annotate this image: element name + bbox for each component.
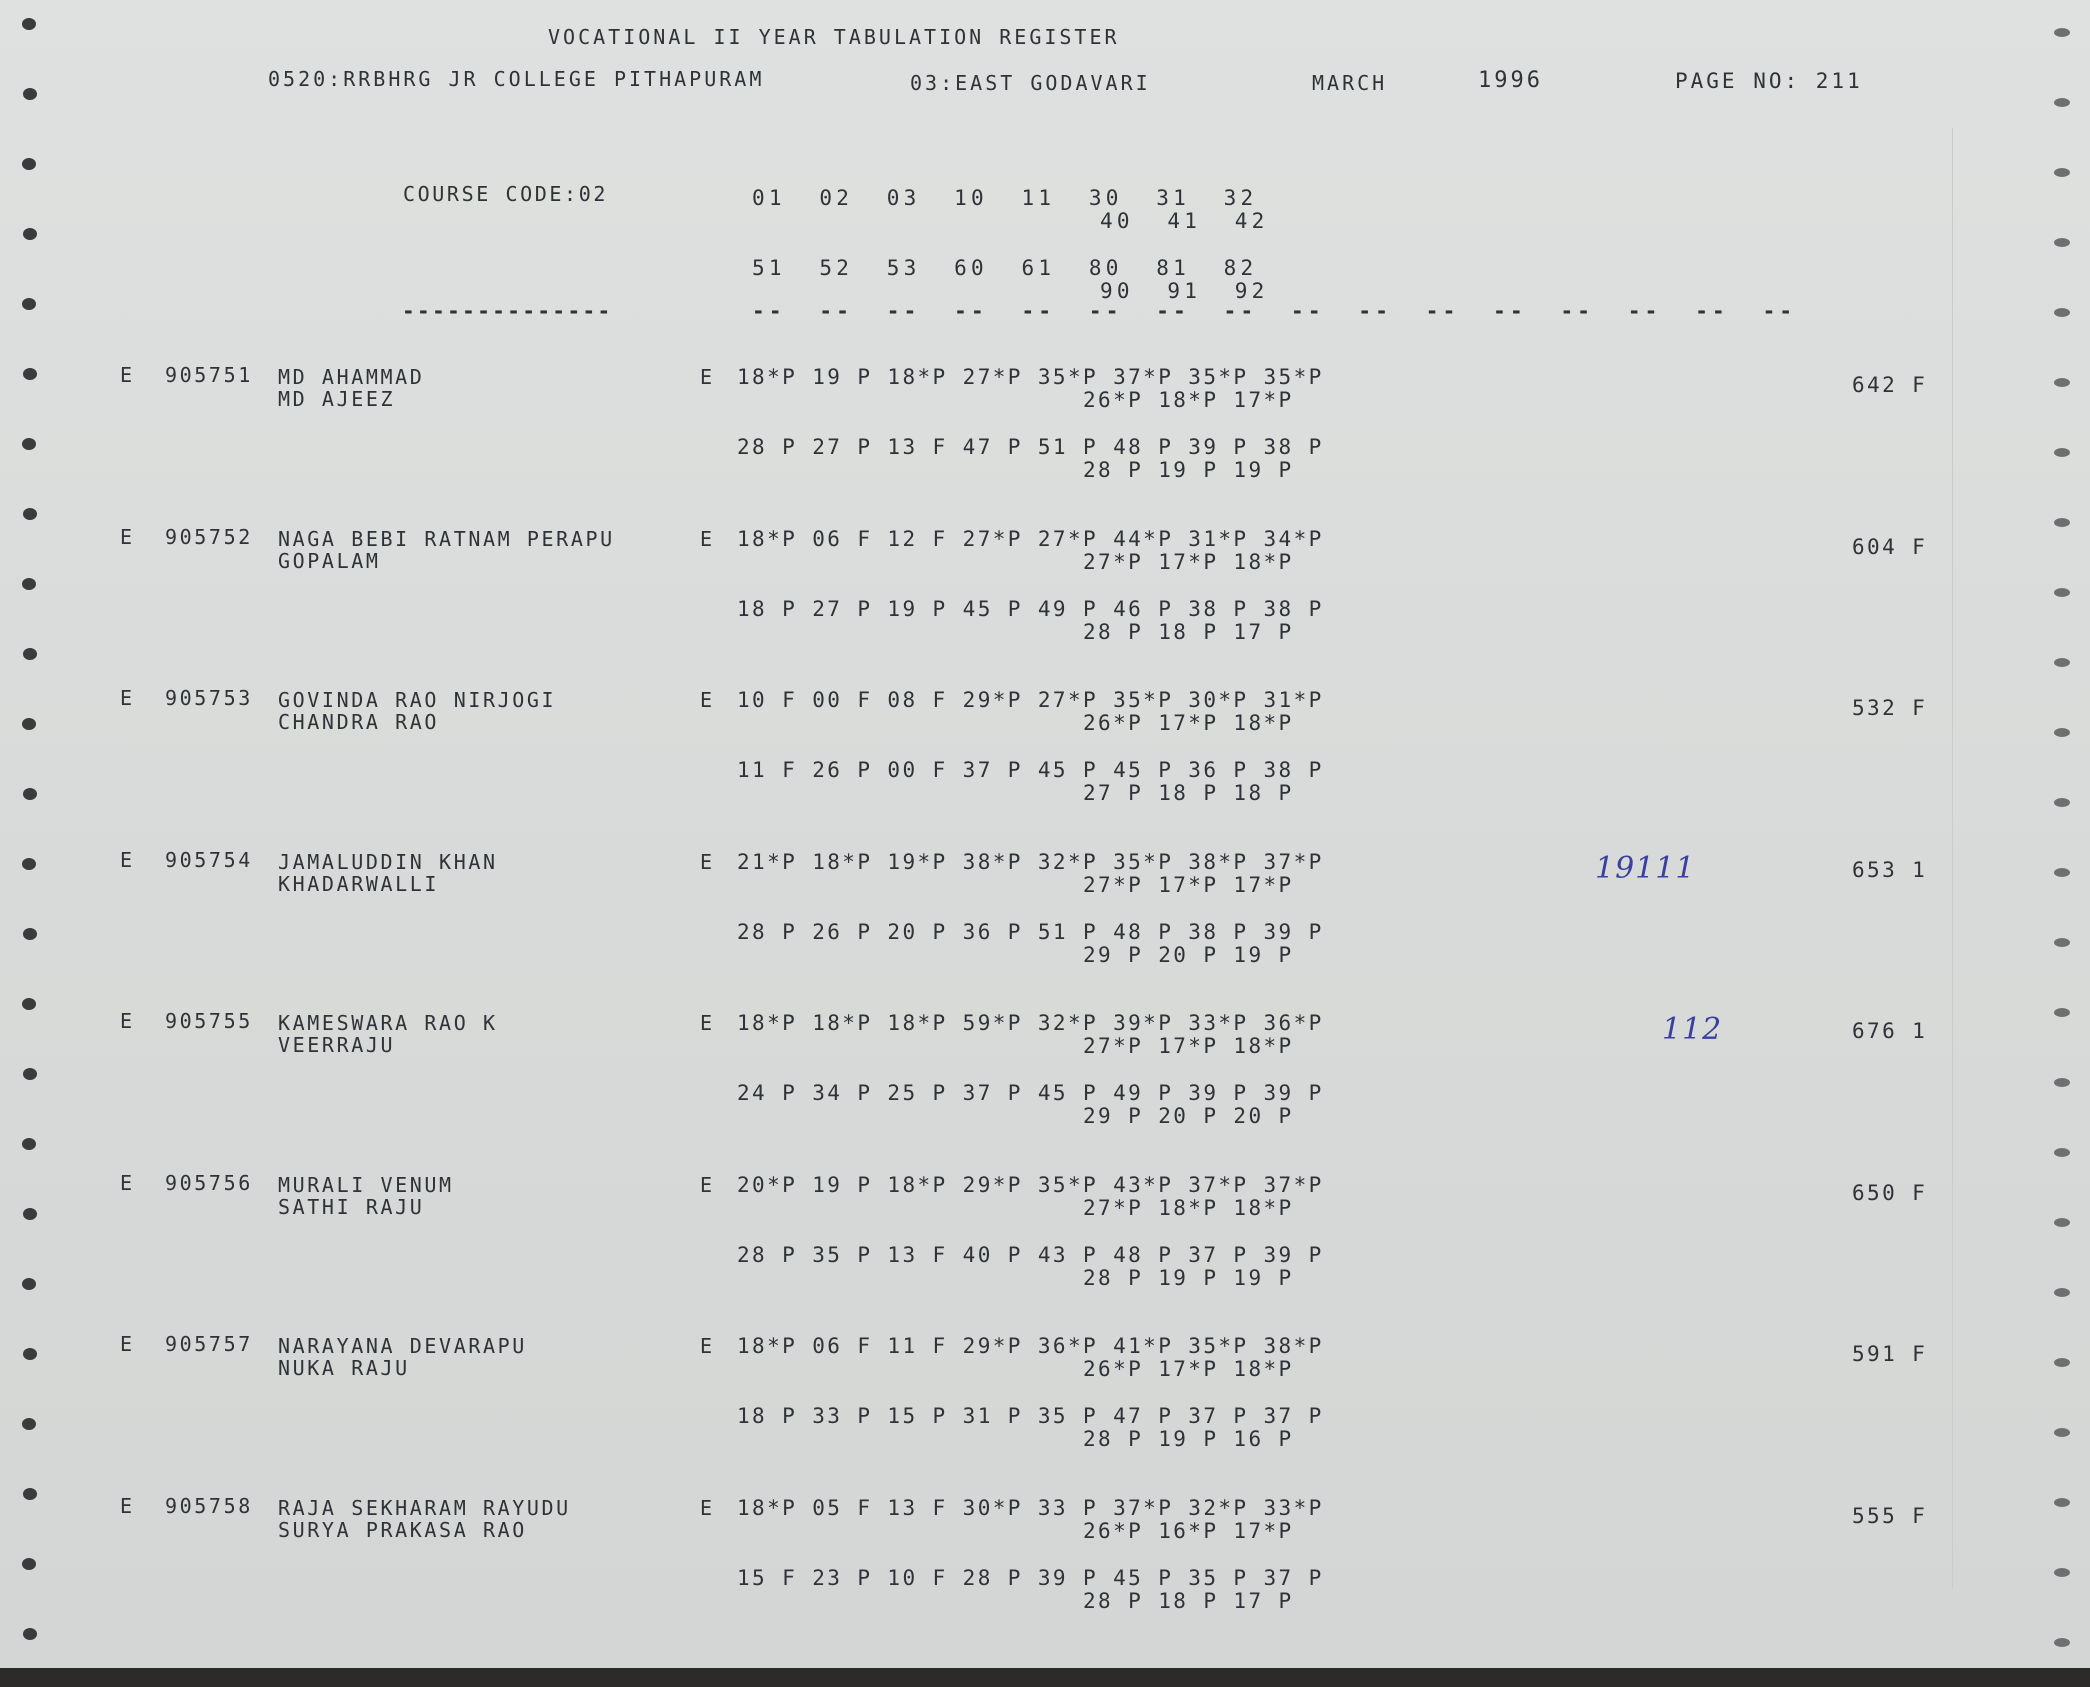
- second-year-marks-extra: 28 P 18 P 17 P: [1083, 1588, 1294, 1613]
- tractor-hole-left: [23, 508, 37, 520]
- second-year-marks-extra: 28 P 18 P 17 P: [1083, 619, 1294, 644]
- second-year-marks-extra: 29 P 20 P 20 P: [1083, 1104, 1294, 1128]
- father-name: GOPALAM: [278, 548, 381, 573]
- record-category: E: [120, 847, 135, 872]
- father-name: NUKA RAJU: [278, 1356, 410, 1380]
- first-year-marks: 18*P 06 F 12 F 27*P 27*P 44*P 31*P 34*P: [737, 526, 1324, 551]
- second-year-marks: 18 P 33 P 15 P 31 P 35 P 47 P 37 P 37 P: [737, 1404, 1324, 1428]
- father-name: SATHI RAJU: [278, 1194, 425, 1219]
- student-name: NAGA BEBI RATNAM PERAPU: [278, 526, 615, 551]
- second-year-marks: 11 F 26 P 00 F 37 P 45 P 45 P 36 P 38 P: [737, 758, 1324, 782]
- group-code: E: [700, 526, 715, 551]
- tractor-hole-left: [22, 298, 36, 310]
- first-year-marks: 20*P 19 P 18*P 29*P 35*P 43*P 37*P 37*P: [737, 1172, 1324, 1197]
- tractor-hole-left: [22, 438, 36, 450]
- tractor-hole-left: [23, 368, 37, 380]
- first-year-marks: 18*P 05 F 13 F 30*P 33 P 37*P 32*P 33*P: [737, 1495, 1324, 1520]
- grand-total-result: 591 F: [1852, 1342, 1928, 1366]
- sheet-bottom-edge: [0, 1668, 2090, 1687]
- father-name: SURYA PRAKASA RAO: [278, 1517, 527, 1542]
- tractor-hole-right: [2054, 448, 2070, 457]
- tractor-hole-left: [22, 1418, 36, 1430]
- college-name: 0520:RRBHRG JR COLLEGE PITHAPURAM: [268, 67, 765, 91]
- grand-total-result: 650 F: [1852, 1180, 1928, 1205]
- exam-year: 1996: [1478, 68, 1543, 93]
- subject-codes-row1: 01 02 03 10 11 30 31 32: [752, 186, 1258, 210]
- father-name: KHADARWALLI: [278, 871, 440, 896]
- student-name: NARAYANA DEVARAPU: [278, 1334, 527, 1358]
- tractor-hole-left: [23, 1068, 37, 1080]
- roll-number: 905753: [165, 686, 253, 710]
- tractor-hole-right: [2054, 728, 2070, 737]
- district-name: 03:EAST GODAVARI: [910, 71, 1151, 95]
- record-category: E: [120, 686, 135, 710]
- tractor-hole-left: [22, 858, 36, 870]
- tractor-hole-left: [22, 578, 36, 590]
- handwritten-note: 112: [1662, 1012, 1723, 1047]
- tractor-hole-left: [23, 648, 37, 660]
- grand-total-result: 653 1: [1852, 857, 1928, 882]
- father-name: MD AJEEZ: [278, 387, 396, 411]
- student-name: RAJA SEKHARAM RAYUDU: [278, 1495, 571, 1520]
- tractor-hole-right: [2054, 1428, 2070, 1437]
- roll-number: 905754: [165, 847, 253, 872]
- grand-total-result: 532 F: [1852, 696, 1928, 720]
- tractor-hole-right: [2054, 1638, 2070, 1647]
- record-category: E: [120, 524, 135, 549]
- grand-total-result: 604 F: [1852, 534, 1928, 559]
- record-category: E: [120, 1493, 135, 1518]
- first-year-marks-extra: 26*P 17*P 18*P: [1083, 1357, 1294, 1381]
- roll-number: 905755: [165, 1009, 253, 1033]
- tractor-hole-right: [2054, 1218, 2070, 1227]
- tractor-hole-right: [2054, 378, 2070, 387]
- tractor-hole-right: [2054, 98, 2070, 107]
- tractor-hole-right: [2054, 938, 2070, 947]
- grand-total-result: 642 F: [1852, 373, 1928, 397]
- tractor-hole-right: [2054, 308, 2070, 317]
- tractor-hole-left: [23, 1208, 37, 1220]
- handwritten-note: 19111: [1595, 850, 1696, 886]
- second-year-marks: 18 P 27 P 19 P 45 P 49 P 46 P 38 P 38 P: [737, 596, 1324, 621]
- tractor-hole-right: [2054, 868, 2070, 877]
- record-category: E: [120, 363, 135, 387]
- tractor-hole-left: [22, 998, 36, 1010]
- register-title: VOCATIONAL II YEAR TABULATION REGISTER: [548, 25, 1120, 49]
- grand-total-result: 555 F: [1852, 1503, 1928, 1528]
- student-name: MURALI VENUM: [278, 1172, 454, 1197]
- record-category: E: [120, 1009, 135, 1033]
- second-year-marks: 24 P 34 P 25 P 37 P 45 P 49 P 39 P 39 P: [737, 1081, 1324, 1105]
- tractor-hole-left: [23, 228, 37, 240]
- tractor-hole-right: [2054, 658, 2070, 667]
- tractor-hole-right: [2054, 1358, 2070, 1367]
- tractor-hole-left: [23, 1348, 37, 1360]
- second-year-marks-extra: 27 P 18 P 18 P: [1083, 781, 1294, 805]
- first-year-marks-extra: 26*P 17*P 18*P: [1083, 711, 1294, 735]
- record-category: E: [120, 1170, 135, 1195]
- student-name: KAMESWARA RAO K: [278, 1011, 498, 1035]
- subject-codes-row2: 51 52 53 60 61 80 81 82: [752, 256, 1258, 280]
- student-name: JAMALUDDIN KHAN: [278, 849, 498, 874]
- tractor-hole-right: [2054, 168, 2070, 177]
- second-year-marks-extra: 28 P 19 P 19 P: [1083, 458, 1294, 482]
- second-year-marks-extra: 28 P 19 P 19 P: [1083, 1265, 1294, 1290]
- exam-month: MARCH: [1312, 71, 1388, 95]
- first-year-marks: 18*P 18*P 18*P 59*P 32*P 39*P 33*P 36*P: [737, 1011, 1324, 1035]
- tractor-hole-left: [22, 1278, 36, 1290]
- tractor-hole-right: [2054, 1568, 2070, 1577]
- record-category: E: [120, 1332, 135, 1356]
- first-year-marks-extra: 27*P 18*P 18*P: [1083, 1195, 1294, 1220]
- tractor-hole-right: [2054, 1498, 2070, 1507]
- tractor-hole-left: [23, 928, 37, 940]
- first-year-marks: 18*P 06 F 11 F 29*P 36*P 41*P 35*P 38*P: [737, 1334, 1324, 1358]
- tractor-hole-right: [2054, 238, 2070, 247]
- second-year-marks: 28 P 27 P 13 F 47 P 51 P 48 P 39 P 38 P: [737, 435, 1324, 459]
- group-code: E: [700, 849, 715, 874]
- subject-codes-row1b: 40 41 42: [1100, 209, 1269, 233]
- group-code: E: [700, 365, 715, 389]
- tractor-hole-right: [2054, 1148, 2070, 1157]
- tractor-hole-right: [2054, 798, 2070, 807]
- course-code-label: COURSE CODE:02: [403, 182, 608, 206]
- student-name: MD AHAMMAD: [278, 365, 425, 389]
- ruled-column-line: [1952, 128, 1953, 1588]
- tractor-hole-right: [2054, 588, 2070, 597]
- father-name: CHANDRA RAO: [278, 710, 440, 734]
- tractor-hole-left: [22, 718, 36, 730]
- tractor-hole-left: [22, 1138, 36, 1150]
- tractor-hole-right: [2054, 518, 2070, 527]
- tractor-hole-left: [22, 18, 36, 30]
- tractor-hole-right: [2054, 1008, 2070, 1017]
- grand-total-result: 676 1: [1852, 1019, 1928, 1043]
- first-year-marks: 10 F 00 F 08 F 29*P 27*P 35*P 30*P 31*P: [737, 688, 1324, 712]
- group-code: E: [700, 1172, 715, 1197]
- subject-codes-row2b: 90 91 92: [1100, 279, 1269, 303]
- father-name: VEERRAJU: [278, 1033, 396, 1057]
- first-year-marks-extra: 26*P 18*P 17*P: [1083, 388, 1294, 412]
- tractor-hole-left: [23, 88, 37, 100]
- group-code: E: [700, 1011, 715, 1035]
- student-name: GOVINDA RAO NIRJOGI: [278, 688, 557, 712]
- first-year-marks: 21*P 18*P 19*P 38*P 32*P 35*P 38*P 37*P: [737, 849, 1324, 874]
- second-year-marks: 28 P 35 P 13 F 40 P 43 P 48 P 37 P 39 P: [737, 1242, 1324, 1267]
- group-code: E: [700, 1334, 715, 1358]
- roll-number: 905758: [165, 1493, 253, 1518]
- first-year-marks: 18*P 19 P 18*P 27*P 35*P 37*P 35*P 35*P: [737, 365, 1324, 389]
- name-column-rule: --------------: [402, 299, 613, 323]
- tractor-hole-left: [22, 158, 36, 170]
- tractor-hole-left: [23, 788, 37, 800]
- second-year-marks-extra: 29 P 20 P 19 P: [1083, 942, 1294, 967]
- first-year-marks-extra: 27*P 17*P 18*P: [1083, 549, 1294, 574]
- second-year-marks-extra: 28 P 19 P 16 P: [1083, 1427, 1294, 1451]
- tractor-hole-left: [23, 1488, 37, 1500]
- tractor-hole-right: [2054, 28, 2070, 37]
- first-year-marks-extra: 27*P 17*P 17*P: [1083, 872, 1294, 897]
- group-code: E: [700, 1495, 715, 1520]
- second-year-marks: 15 F 23 P 10 F 28 P 39 P 45 P 35 P 37 P: [737, 1565, 1324, 1590]
- tractor-hole-right: [2054, 1078, 2070, 1087]
- tractor-hole-left: [22, 1558, 36, 1570]
- tractor-hole-left: [23, 1628, 37, 1640]
- subject-column-rules: -- -- -- -- -- -- -- -- -- -- -- -- -- -- -- --: [752, 299, 1797, 323]
- group-code: E: [700, 688, 715, 712]
- page-number: PAGE NO: 211: [1675, 69, 1863, 93]
- roll-number: 905752: [165, 524, 253, 549]
- first-year-marks-extra: 26*P 16*P 17*P: [1083, 1518, 1294, 1543]
- first-year-marks-extra: 27*P 17*P 18*P: [1083, 1034, 1294, 1058]
- roll-number: 905756: [165, 1170, 253, 1195]
- tractor-hole-right: [2054, 1288, 2070, 1297]
- roll-number: 905757: [165, 1332, 253, 1356]
- roll-number: 905751: [165, 363, 253, 387]
- second-year-marks: 28 P 26 P 20 P 36 P 51 P 48 P 38 P 39 P: [737, 919, 1324, 944]
